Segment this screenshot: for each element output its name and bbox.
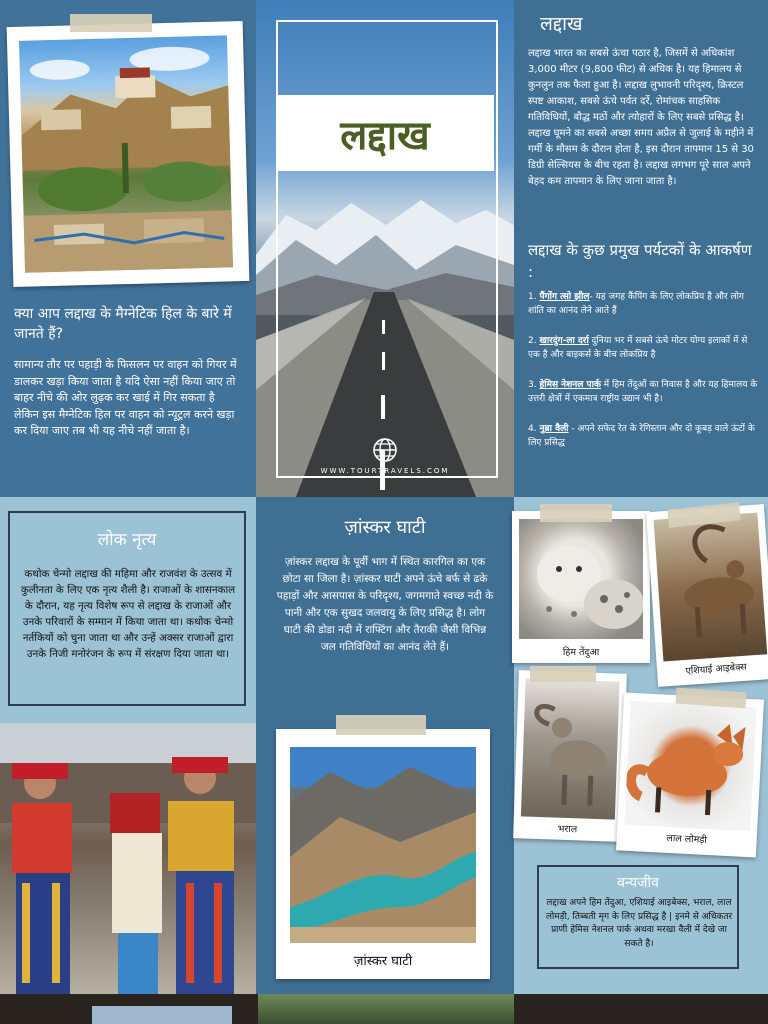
dancers-photo <box>0 723 256 994</box>
attraction-name: नुब्रा वैली <box>539 424 569 434</box>
snow-leopard-caption: हिम तेंदुआ <box>562 647 600 658</box>
attractions-title: लद्दाख के कुछ प्रमुख पर्यटकों के आकर्षण : <box>528 241 752 281</box>
strip-photo-1 <box>92 1006 232 1024</box>
wildlife-body: लद्दाख अपने हिम तेंदुआ, एशियाई आइबेक्स, भराल, लाल लोमड़ी, तिब्बती मृग के लिए प्रसिद्ध है | इनमे से अधिकतर प्राणी हेमिस नेशनल पार्क अथवा मरखा वैली में देखे जा सकते है। <box>545 898 733 949</box>
zanskar-panel <box>256 497 514 994</box>
zanskar-photo-frame <box>276 729 490 979</box>
ibex-caption: एशियाई आइबेक्स <box>685 661 748 677</box>
folk-dance-title: लोक नृत्य <box>97 530 157 550</box>
zanskar-body: ज़ांस्कर लद्दाख के पूर्वी भाग में स्थित कारगिल का एक छोटा सा जिला है। ज़ांस्कर घाटी अपने ऊंचे बर्फ से ढके पहाड़ों और आसपास के परिदृश्य, जगमगाते स्वच्छ नदी के पानी और एक सुखद जलवायु के लिए प्रसिद्ध है। लोग घाटी की डोडा नदी में राफ्टिंग और तैराकी जैसी विभिन्न जल गतिविधियों का आनंद लेते हैं। <box>276 556 494 653</box>
wildlife-title: वन्यजीव <box>617 875 659 891</box>
tape-strip <box>336 715 426 735</box>
about-body: लद्दाख भारत का सबसे ऊंचा पठार है, जिसमें से अधिकांश 3,000 मीटर (9,800 फीट) से अधिक है। यह हिमालय से कुनलुन तक फैला हुआ है। लद्दाख लुभावनी परिदृश्य, क्रिस्टल स्पष्ट आकाश, सबसे ऊंचे पर्वत दर्रे, रोमांचक साहसिक गतिविधियों, बौद्ध मठों और त्योहारों के लिए सबसे प्रसिद्ध है। लद्दाख घूमने का सबसे अच्छा समय अप्रैल से जुलाई के महीने में गर्मी के मौसम के दौरान होता है, इस दौरान तापमान 15 से 30 डिग्री सेल्सियस के बीच रहता है। लद्दाख लगभग पूरे साल अपने बेहद कम तापमान के लिए जाना जाता है। <box>528 48 754 187</box>
website-url[interactable]: WWW.TOURTRAVELS.COM <box>320 467 450 475</box>
about-title: लद्दाख <box>540 13 583 35</box>
snow-leopard-photo <box>519 519 643 639</box>
snow-leopard-photo-frame <box>512 511 650 663</box>
attractions-list <box>528 290 758 466</box>
valley-illustration <box>290 747 476 943</box>
attraction-item: 1. पैंगोंग त्सो झील- यह जगह कैंपिंग के लिए लोकप्रिय है और लोग शांति का आनंद लेने आते हैं <box>528 292 744 316</box>
magnetic-hill-heading: क्या आप लद्दाख के मैग्नेटिक हिल के बारे में जानते हैं? <box>14 306 232 342</box>
zanskar-title: ज़ांस्कर घाटी <box>344 517 426 538</box>
wildlife-box <box>537 865 739 969</box>
folk-dance-box <box>8 511 246 706</box>
red-fox-photo <box>624 701 756 831</box>
dancers-illustration <box>0 723 256 994</box>
bottom-strip <box>0 994 768 1024</box>
tape-strip <box>530 666 596 682</box>
folk-dance-body: कथोक चेन्मो लद्दाख की महिमा और राजवंश के उत्सव में कुलीनता के लिए एक नृत्य शैली है। राजाओं के शासनकाल के दौरान, यह नृत्य विशेष रूप से लद्दाख के राजाओं और उनके परिवारों के सम्मान में किया जाता था। कथोक चेन्मो नर्तकियों को चुना जाता था और उन्हें अक्सर राजाओं द्वारा उनके निजी मनोरंजन के रूप में संरक्षण दिया जाता था। <box>20 568 236 660</box>
ibex-photo-frame <box>646 504 768 687</box>
attraction-name: खारदुंग-ला दर्रा <box>539 336 589 346</box>
bharal-photo <box>521 678 620 819</box>
magnetic-hill-body: सामान्य तौर पर पहाड़ी के फिसलन पर वाहन को गियर में डालकर खड़ा किया जाता है यदि ऐसा नहीं किया जाए तो बाहर नीचे की ओर लुढ़क कर खाई में गिर सकता है लेकिन इस मैग्नेटिक हिल पर वाहन को न्यूट्रल करने खड़ा कर दिया जाए तब भी यह नीचे नहीं जाता है। <box>14 358 237 437</box>
monastery-photo-frame <box>7 21 250 287</box>
zanskar-photo <box>290 747 476 943</box>
attraction-item: 4. नुब्रा वैली - अपने सफेद रेत के रेगिस्तान और दो कूबड़ वाले ऊंटों के लिए प्रसिद्ध <box>528 424 755 448</box>
monastery-photo <box>19 35 233 272</box>
attraction-name: हेमिस नेशनल पार्क <box>539 380 601 390</box>
bharal-caption: भराल <box>557 823 578 836</box>
tape-strip <box>70 14 152 32</box>
cover-title: लद्दाख <box>340 112 430 159</box>
attraction-item: 2. खारदुंग-ला दर्रा दुनिया भर में सबसे ऊंचे मोटर योग्य इलाकों में से एक है और बाइकर्स के बीच लोकप्रिय है <box>528 336 748 360</box>
globe-icon <box>372 437 398 463</box>
red-fox-caption: लाल लोमड़ी <box>666 832 708 846</box>
zanskar-caption: ज़ांस्कर घाटी <box>353 954 413 969</box>
bharal-photo-frame <box>513 670 627 842</box>
attraction-name: पैंगोंग त्सो झील <box>539 292 590 302</box>
red-fox-photo-frame <box>616 692 764 857</box>
monastery-illustration <box>19 35 233 272</box>
cover-title-box <box>276 95 494 171</box>
attraction-item: 3. हेमिस नेशनल पार्क में हिम तेंदुओं का निवास है और यह हिमालय के उत्तरी क्षेत्रों में एकमात्र राष्ट्रीय उद्यान भी है। <box>528 380 758 404</box>
ibex-photo <box>654 513 768 662</box>
cover-frame <box>276 20 498 478</box>
strip-photo-2 <box>258 994 514 1024</box>
tape-strip <box>540 504 612 522</box>
